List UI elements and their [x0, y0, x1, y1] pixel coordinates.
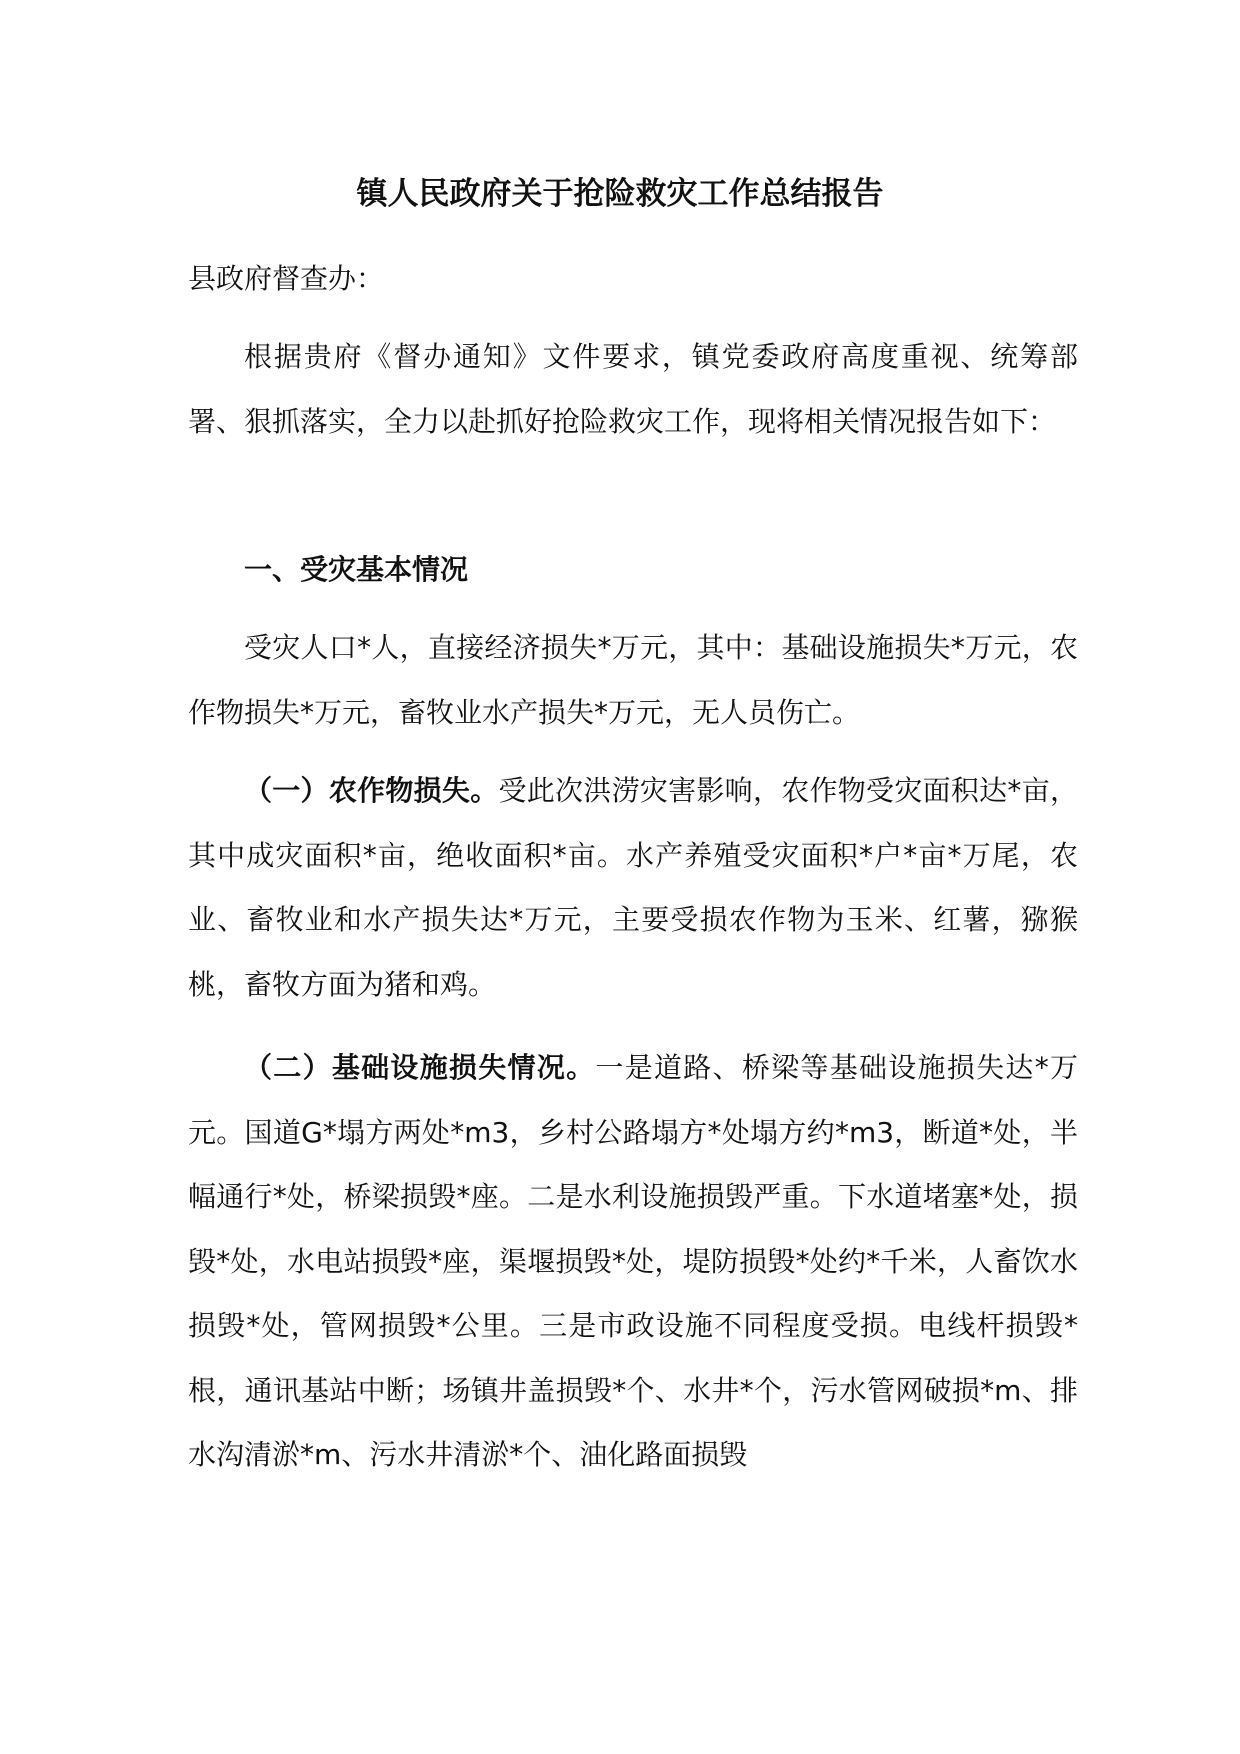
infrastructure-loss-paragraph	[188, 1036, 1078, 1488]
infrastructure-loss-lead: （二）基础设施损失情况。	[244, 1051, 596, 1084]
infrastructure-loss-text: 一是道路、桥梁等基础设施损失达*万元。国道G*塌方两处*m3，乡村公路塌方*处塌方约*m3，断道*处，半幅通行*处，桥梁损毁*座。二是水利设施损毁严重。下水道堵塞*处，损毁*处，水电站损毁*座，渠堰损毁*处，堤防损毁*处约*千米，人畜饮水损毁*处，管网损毁*公里。三是市政设施不同程度受损。电线杆损毁*根，通讯基站中断；场镇井盖损毁*个、水井*个，污水管网破损*m、排水沟清淤*m、污水井清淤*个、油化路面损毁	[188, 1051, 1078, 1471]
salutation: 县政府督查办：	[188, 262, 385, 295]
document-title: 镇人民政府关于抢险救灾工作总结报告	[356, 176, 884, 212]
loss-summary-paragraph: 受灾人口*人，直接经济损失*万元，其中：基础设施损失*万元，农作物损失*万元，畜牧业水产损失*万元，无人员伤亡。	[188, 631, 1078, 729]
intro-paragraph: 根据贵府《督办通知》文件要求，镇党委政府高度重视、统筹部署、狠抓落实，全力以赴抓好抢险救灾工作，现将相关情况报告如下：	[188, 340, 1078, 438]
crop-loss-lead: （一）农作物损失。	[244, 774, 499, 807]
crop-loss-paragraph	[188, 759, 1078, 1017]
crop-loss-text: 受此次洪涝灾害影响，农作物受灾面积达*亩，其中成灾面积*亩，绝收面积*亩。水产养殖受灾面积*户*亩*万尾，农业、畜牧业和水产损失达*万元，主要受损农作物为玉米、红薯，猕猴桃，畜牧方面为猪和鸡。	[188, 774, 1078, 1001]
section-heading-1: 一、受灾基本情况	[244, 553, 469, 586]
